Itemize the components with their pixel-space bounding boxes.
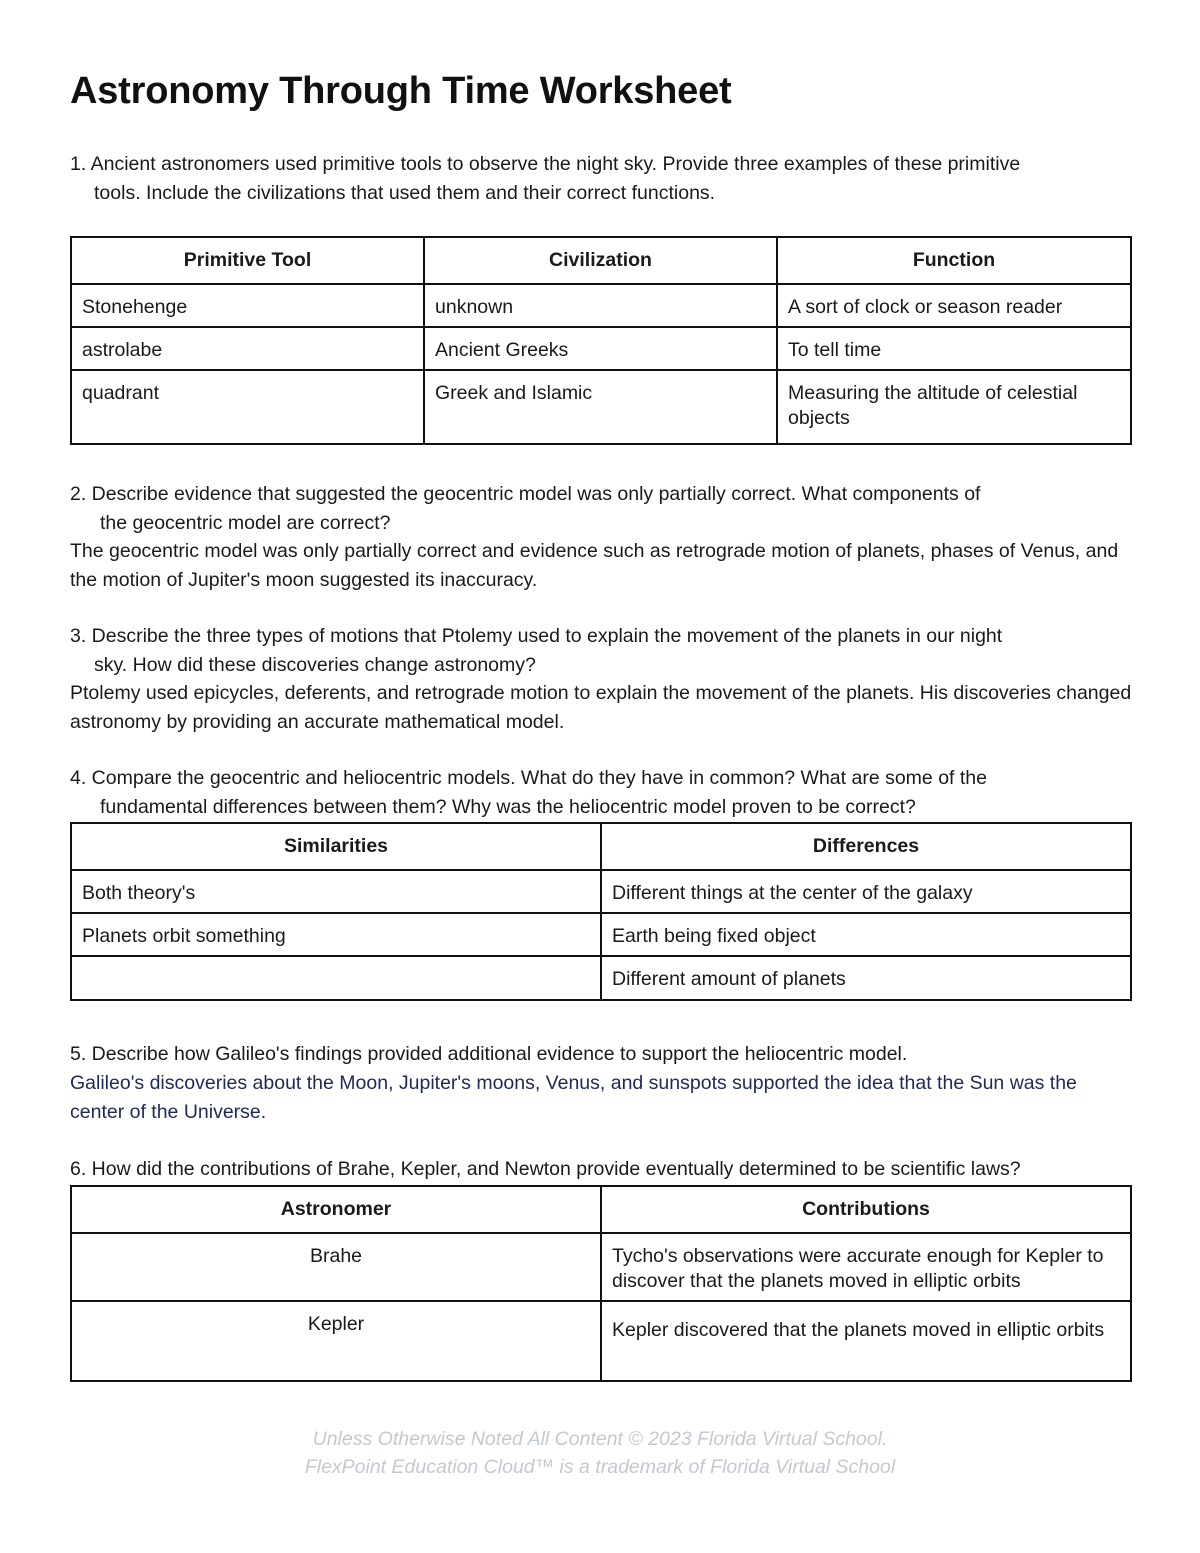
table-row [71,370,1131,444]
question-3-line-2: sky. How did these discoveries change astronomy? [94,653,536,676]
table-cell: Different things at the center of the galaxy [601,870,1131,913]
table-row [71,1301,1131,1381]
table-header: Primitive Tool [71,237,424,284]
table-cell: Ancient Greeks [424,327,777,370]
question-3-prompt [70,622,1135,679]
question-2-line-1: 2. Describe evidence that suggested the geocentric model was only partially correct. What components of [70,483,981,505]
question-3-line-1: 3. Describe the three types of motions that Ptolemy used to explain the movement of the planets in our night [70,625,1003,647]
footer-line-1: Unless Otherwise Noted All Content © 2023 Florida Virtual School. [312,1428,888,1450]
primitive-tools-table [70,236,1132,445]
table-row [71,913,1131,956]
question-2-line-2: the geocentric model are correct? [100,511,391,534]
table-header: Contributions [601,1186,1131,1233]
question-2-prompt [70,480,1135,537]
table-cell: Different amount of planets [601,956,1131,1000]
table-header: Function [777,237,1131,284]
copyright-footer [0,1425,1200,1481]
question-6-prompt: 6. How did the contributions of Brahe, Kepler, and Newton provide eventually determined to be scientific laws? [70,1158,1021,1180]
footer-line-2: FlexPoint Education Cloud™ is a trademark of Florida Virtual School [304,1456,896,1478]
table-header: Differences [601,823,1131,870]
question-2-answer: The geocentric model was only partially correct and evidence such as retrograde motion of planets, phases of Venus, and the motion of Jupiter's moon suggested its inaccuracy. [70,540,1119,591]
table-cell: quadrant [71,370,424,444]
table-row [71,870,1131,913]
question-4-prompt [70,764,1135,821]
page-title: Astronomy Through Time Worksheet [70,70,732,112]
table-header: Astronomer [71,1186,601,1233]
table-cell: Both theory's [71,870,601,913]
table-cell: Tycho's observations were accurate enough for Kepler to discover that the planets moved in elliptic orbits [601,1233,1131,1301]
question-1-prompt [70,150,1135,207]
table-cell: Kepler discovered that the planets moved in elliptic orbits [601,1301,1131,1381]
table-cell: Greek and Islamic [424,370,777,444]
table-cell: astrolabe [71,327,424,370]
table-header: Civilization [424,237,777,284]
table-header-row [71,237,1131,284]
question-1-line-1: 1. Ancient astronomers used primitive tools to observe the night sky. Provide three examples of these primitive [70,153,1021,175]
table-cell: Brahe [71,1233,601,1301]
question-1-line-2: tools. Include the civilizations that used them and their correct functions. [94,181,716,204]
table-cell: Kepler [71,1301,601,1381]
table-row [71,284,1131,327]
table-header-row [71,823,1131,870]
question-4-line-1: 4. Compare the geocentric and heliocentric models. What do they have in common? What are some of the [70,767,987,789]
table-cell: unknown [424,284,777,327]
table-cell: Stonehenge [71,284,424,327]
astronomer-contributions-table [70,1185,1132,1382]
table-row [71,956,1131,1000]
table-header: Similarities [71,823,601,870]
question-5-prompt: 5. Describe how Galileo's findings provided additional evidence to support the heliocentric model. [70,1043,908,1065]
table-row [71,1233,1131,1301]
table-cell [71,956,601,1000]
table-row [71,327,1131,370]
question-3-answer: Ptolemy used epicycles, deferents, and retrograde motion to explain the movement of the planets. His discoveries changed astronomy by providing an accurate mathematical model. [70,682,1132,733]
table-cell: A sort of clock or season reader [777,284,1131,327]
question-4-line-2: fundamental differences between them? Why was the heliocentric model proven to be correct? [100,795,916,818]
table-cell: Earth being fixed object [601,913,1131,956]
model-comparison-table [70,822,1132,1001]
table-cell: Planets orbit something [71,913,601,956]
question-5-answer: Galileo's discoveries about the Moon, Jupiter's moons, Venus, and sunspots supported the idea that the Sun was the center of the Universe. [70,1072,1077,1123]
table-cell: To tell time [777,327,1131,370]
table-header-row [71,1186,1131,1233]
table-cell: Measuring the altitude of celestial objects [777,370,1131,444]
